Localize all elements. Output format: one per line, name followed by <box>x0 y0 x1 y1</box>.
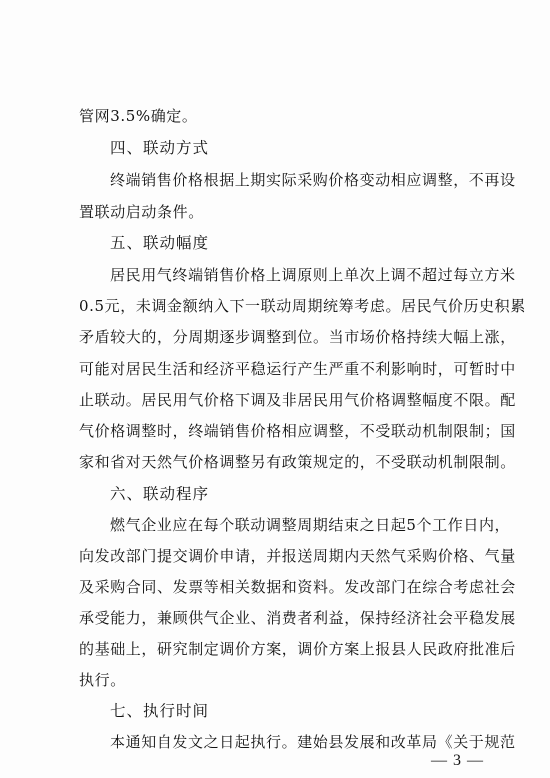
section-heading-7: 七、执行时间 <box>110 702 210 720</box>
text-line-14: 燃气企业应在每个联动调整周期结束之日起5个工作日内， <box>110 516 511 534</box>
text-line-8: 矛盾较大的，分周期逐步调整到位。当市场价格持续大幅上涨， <box>79 328 516 346</box>
text-line-18: 的基础上，研究制定调价方案，调价方案上报县人民政府批准后 <box>79 640 516 658</box>
text-line-15: 向发改部门提交调价申请，并报送周期内天然气采购价格、气量 <box>79 547 516 565</box>
section-heading-4: 四、联动方式 <box>110 139 210 157</box>
text-line-4: 置联动启动条件。 <box>79 203 204 221</box>
text-line-9: 可能对居民生活和经济平稳运行产生严重不利影响时，可暂时中 <box>79 360 516 378</box>
text-line-21: 本通知自发文之日起执行。建始县发展和改革局《关于规范 <box>110 733 516 751</box>
text-line-19: 执行。 <box>79 671 126 689</box>
page-number: — 3 — <box>431 752 484 769</box>
text-line-1: 管网3.5%确定。 <box>79 107 198 125</box>
text-line-3: 终端销售价格根据上期实际采购价格变动相应调整，不再设 <box>110 171 516 189</box>
text-line-16: 及采购合同、发票等相关数据和资料。发改部门在综合考虑社会 <box>79 578 516 596</box>
text-line-11: 气价格调整时，终端销售价格相应调整，不受联动机制限制；国 <box>79 422 516 440</box>
text-line-12: 家和省对天然气价格调整另有政策规定的，不受联动机制限制。 <box>79 453 516 471</box>
text-line-6: 居民用气终端销售价格上调原则上单次上调不超过每立方米 <box>110 266 516 284</box>
section-heading-6: 六、联动程序 <box>110 485 210 503</box>
text-line-17: 承受能力，兼顾供气企业、消费者利益，保持经济社会平稳发展 <box>79 609 516 627</box>
text-line-7: 0.5元，未调金额纳入下一联动周期统筹考虑。居民气价历史积累 <box>79 297 526 315</box>
text-line-10: 止联动。居民用气价格下调及非居民用气价格调整幅度不限。配 <box>79 391 516 409</box>
section-heading-5: 五、联动幅度 <box>110 234 210 252</box>
